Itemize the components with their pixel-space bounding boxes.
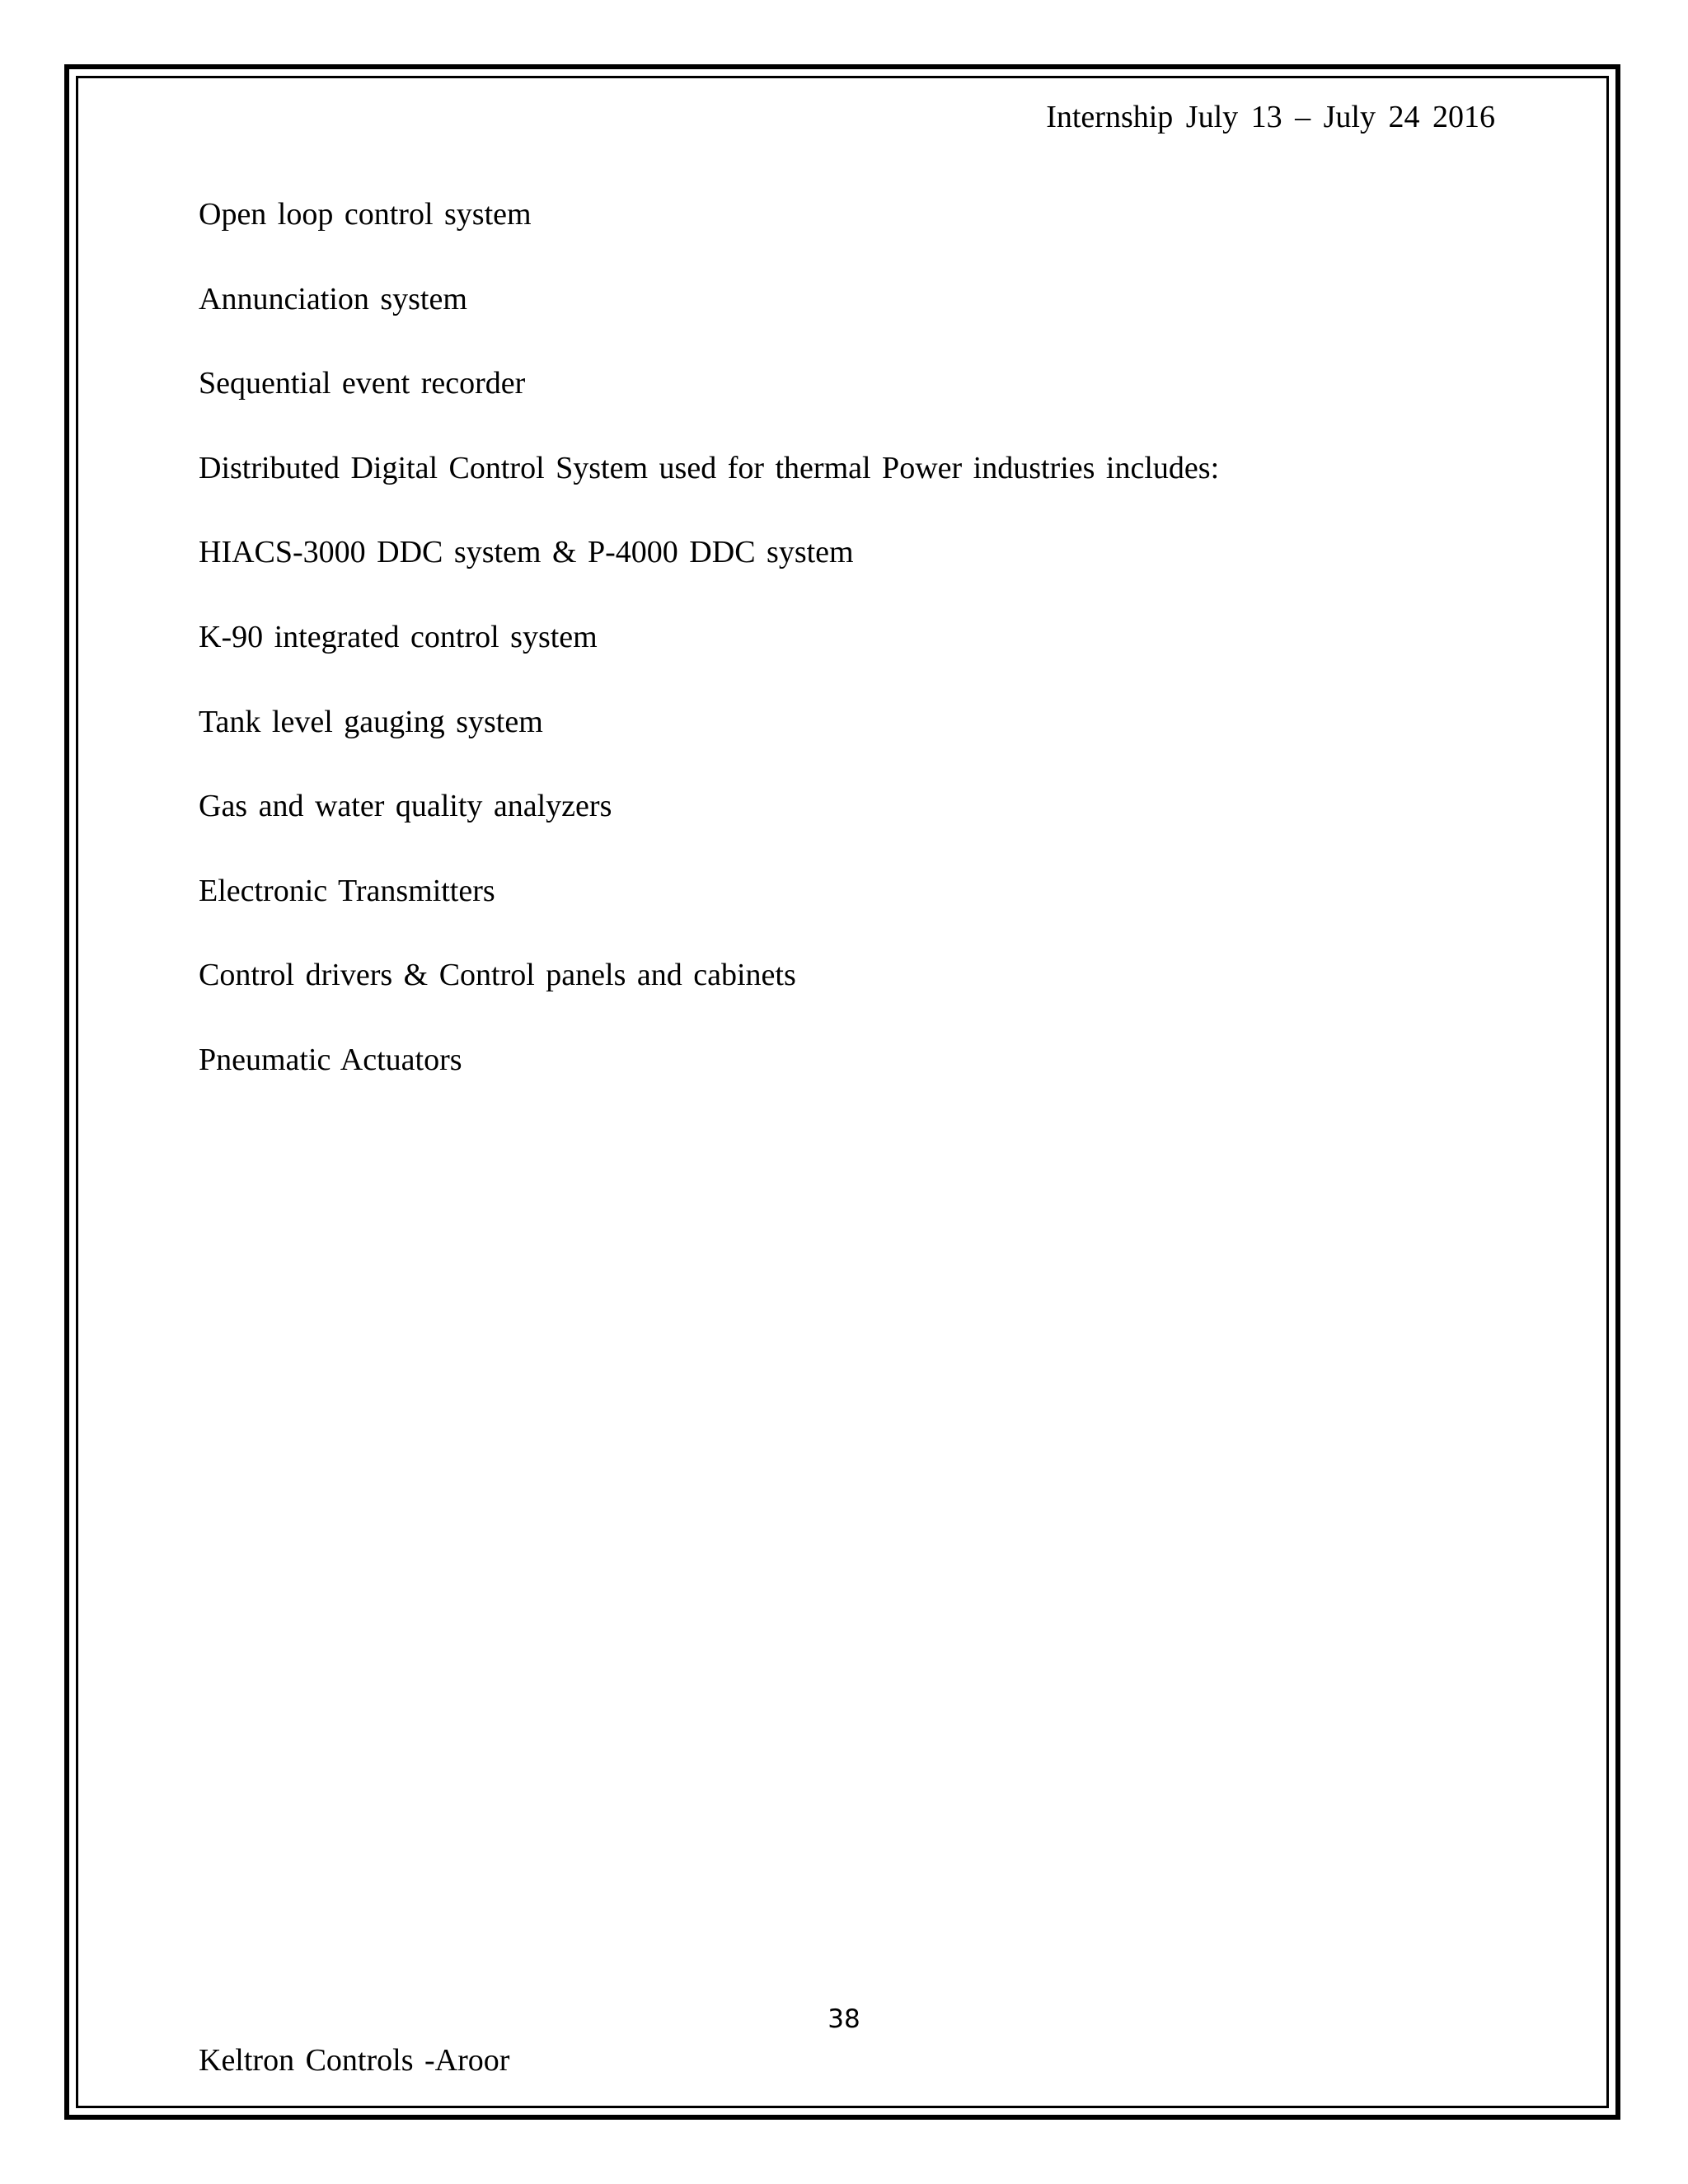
list-item: Annunciation system (199, 281, 467, 316)
list-item: Gas and water quality analyzers (199, 789, 612, 824)
list-item: Sequential event recorder (199, 366, 526, 401)
list-item: Electronic Transmitters (199, 873, 495, 908)
list-item: Open loop control system (199, 197, 532, 232)
page-header: Internship July 13 – July 24 2016 (1046, 100, 1495, 134)
list-item: HIACS-3000 DDC system & P-4000 DDC system (199, 535, 854, 570)
content-list (199, 194, 1484, 1125)
list-item: Pneumatic Actuators (199, 1042, 462, 1077)
page-footer: Keltron Controls -Aroor (199, 2043, 510, 2078)
page-number: 38 (828, 2004, 860, 2034)
list-item: Control drivers & Control panels and cabinets (199, 958, 796, 993)
list-item: Distributed Digital Control System used for thermal Power industries includes: (199, 450, 1220, 485)
list-item: Tank level gauging system (199, 704, 543, 739)
list-item: K-90 integrated control system (199, 619, 598, 654)
